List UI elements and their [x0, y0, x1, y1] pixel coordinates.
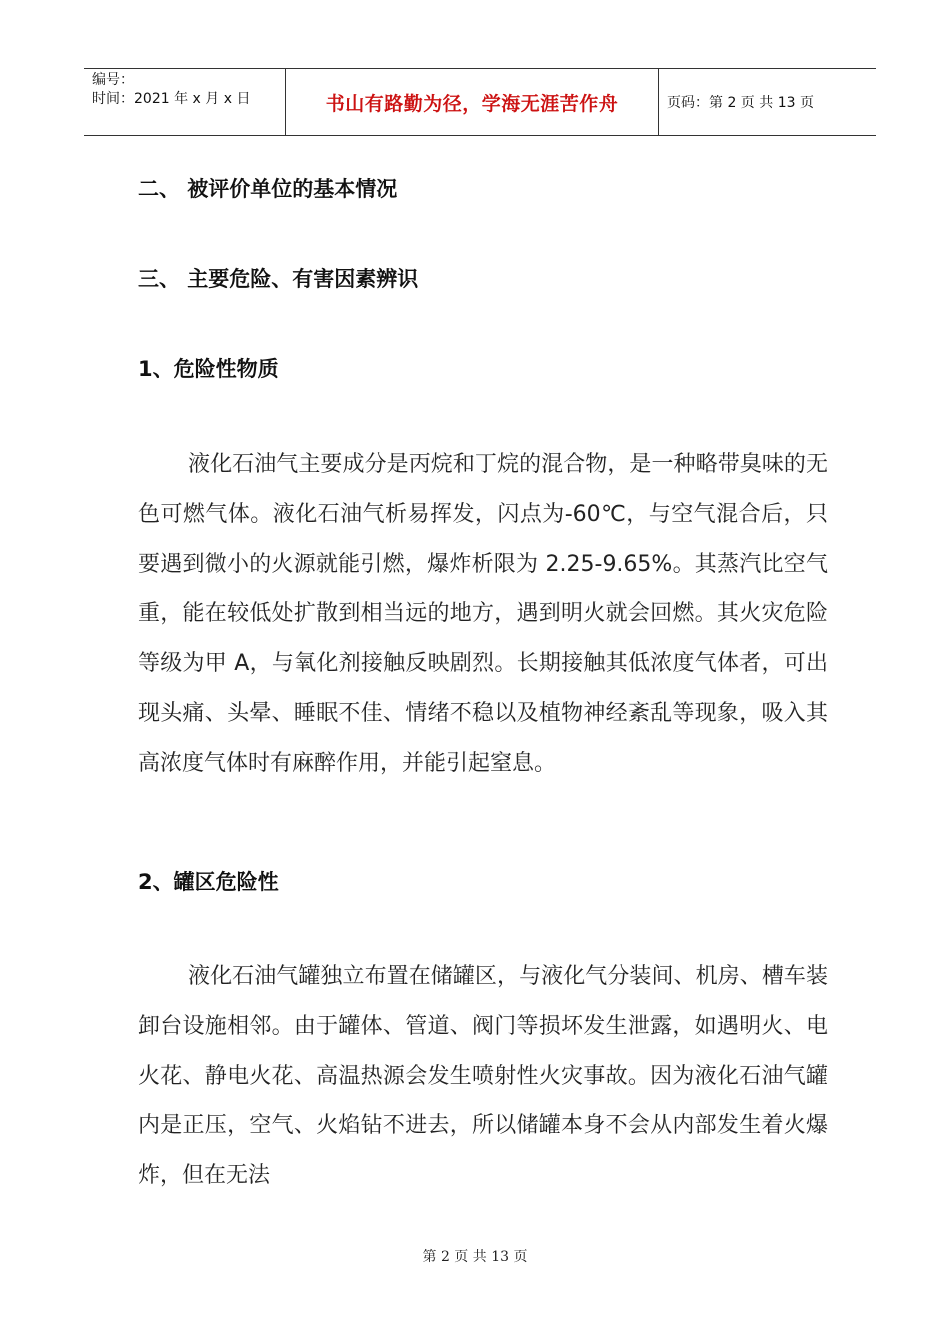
header-meta-cell: [84, 69, 286, 135]
subsection-1-heading: 1、危险性物质: [138, 357, 279, 381]
subsection-2-heading: 2、罐区危险性: [138, 870, 279, 894]
subsection-2-paragraph: 液化石油气罐独立布置在储罐区，与液化气分装间、机房、槽车装卸台设施相邻。由于罐体、管道、阀门等损坏发生泄露，如遇明火、电火花、静电火花、高温热源会发生喷射性火灾事故。因为液化石油气罐内是正压，空气、火焰钻不进去，所以储罐本身不会从内部发生着火爆炸，但在无法: [138, 964, 828, 1189]
section-2-heading: 二、 被评价单位的基本情况: [138, 177, 398, 201]
header-motto-cell: [286, 69, 659, 135]
header-motto: 书山有路勤为径，学海无涯苦作舟: [325, 92, 619, 115]
document-time-label: 时间：2021 年 x 月 x 日: [92, 91, 251, 107]
page-footer: [0, 1246, 950, 1266]
subsection-1-paragraph: 液化石油气主要成分是丙烷和丁烷的混合物，是一种略带臭味的无色可燃气体。液化石油气析易挥发，闪点为-60℃，与空气混合后，只要遇到微小的火源就能引燃，爆炸析限为 2.25-9.65%。其蒸汽比空气重，能在较低处扩散到相当远的地方，遇到明火就会回燃。其火灾危险等级为甲 A，与氧化剂接触反映剧烈。长期接触其低浓度气体者，可出现头痛、头晕、睡眠不佳、情绪不稳以及植物神经紊乱等现象，吸入其高浓度气体时有麻醉作用，并能引起窒息。: [138, 452, 828, 776]
section-3-heading: 三、 主要危险、有害因素辨识: [138, 267, 419, 291]
header-page-cell: [659, 69, 876, 135]
header-page-label: 页码：第 2 页 共 13 页: [667, 95, 814, 111]
page-header: [84, 68, 876, 136]
footer-page-number: 第 2 页 共 13 页: [422, 1249, 528, 1265]
document-number-label: 编号：: [92, 72, 134, 88]
